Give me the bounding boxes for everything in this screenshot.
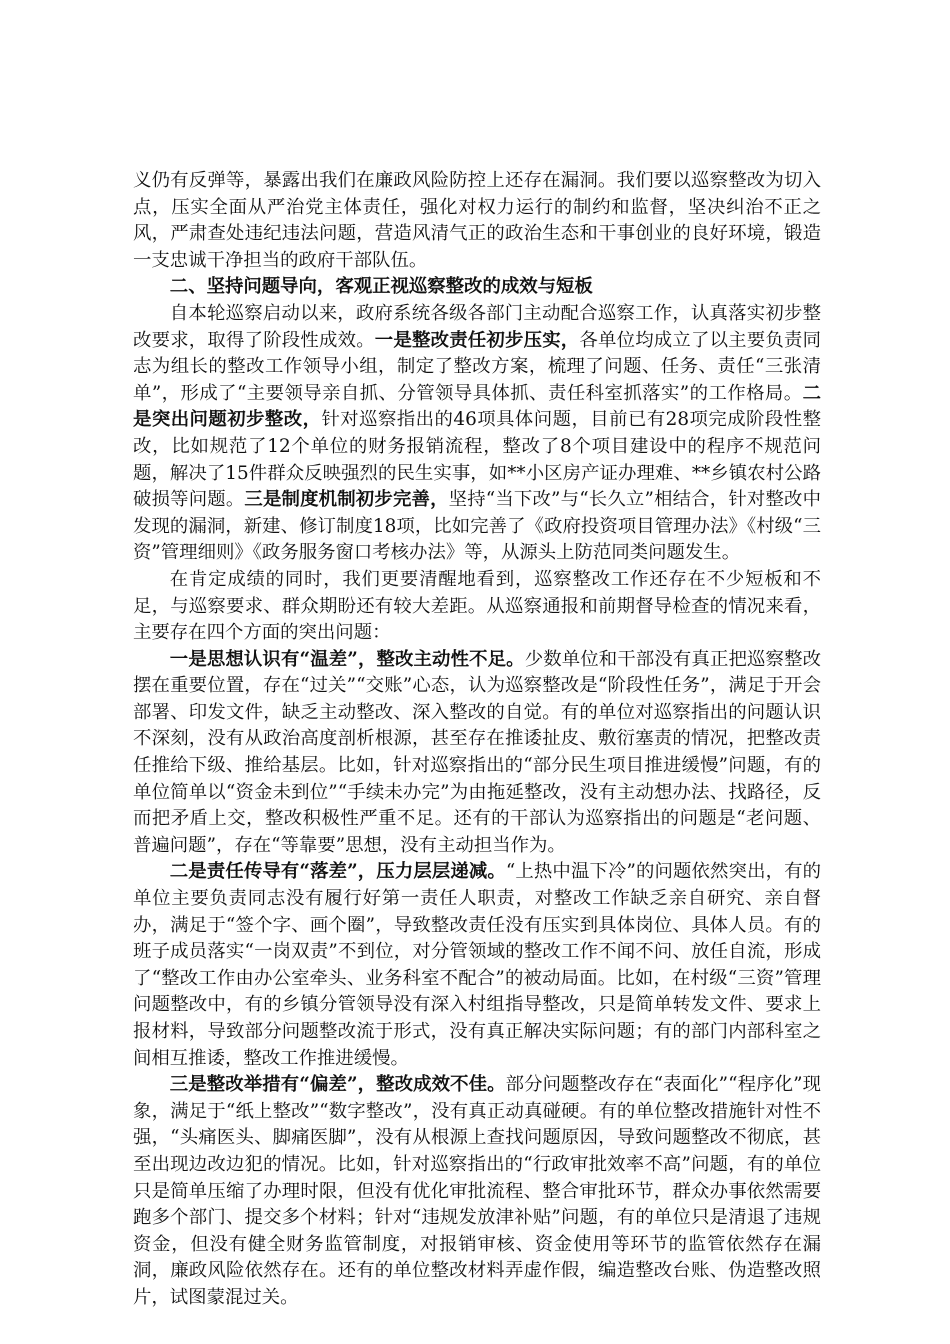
paragraph-problem-2 [133, 859, 821, 1072]
bold-lead-3: 三是制度机制初步完善， [244, 489, 449, 511]
paragraph-text: 坚持“当下改”与“长久立”相结合，针对整改中发现的漏洞，新建、修订制度18项，比如完善了《政府投资项目管理办法》《村级“三资”管理细则》《政务服务窗口考核办法》等，从源头上防范同类问题发生。 [133, 489, 821, 564]
document-body [133, 168, 821, 1312]
problem-2-title: 二是责任传导有“落差”，压力层层递减。 [169, 861, 506, 883]
section-heading-text: 二、坚持问题导向，客观正视巡察整改的成效与短板 [169, 276, 593, 298]
paragraph-problem-1 [133, 647, 821, 860]
bold-lead-2: 二是突出问题初步整改， [133, 382, 821, 431]
paragraph-text: “上热中温下冷”的问题依然突出，有的单位主要负责同志没有履行好第一责任人职责，对整改工作缺乏亲自研究、亲自督办，满足于“签个字、画个圈”，导致整改责任没有压实到具体岗位、具体人员。有的班子成员落实“一岗双责”不到位，对分管领域的整改工作不闻不问、放任自流，形成了“整改工作由办公室牵头、业务科室不配合”的被动局面。比如，在村级“三资”管理问题整改中，有的乡镇分管领导没有深入村组指导整改，只是简单转发文件、要求上报材料，导致部分问题整改流于形式，没有真正解决实际问题；有的部门内部科室之间相互推诿，整改工作推进缓慢。 [133, 861, 821, 1069]
paragraph-text: 少数单位和干部没有真正把巡察整改摆在重要位置，存在“过关”“交账”心态，认为巡察整改是“阶段性任务”，满足于开会部署、印发文件，缺乏主动整改、深入整改的自觉。有的单位对巡察指出的问题认识不深刻，没有从政治高度剖析根源，甚至存在推诿扯皮、敷衍塞责的情况，把整改责任推给下级、推给基层。比如，针对巡察指出的“部分民生项目推进缓慢”问题，有的单位简单以“资金未到位”“手续未办完”为由拖延整改，没有主动想办法、找路径，反而把矛盾上交，整改积极性严重不足。还有的干部认为巡察指出的问题是“老问题、普遍问题”，存在“等靠要”思想，没有主动担当作为。 [133, 648, 821, 856]
paragraph-text: 在肯定成绩的同时，我们更要清醒地看到，巡察整改工作还存在不少短板和不足，与巡察要求、群众期盼还有较大差距。从巡察通报和前期督导检查的情况来看，主要存在四个方面的突出问题： [133, 568, 821, 644]
paragraph-achievements [133, 301, 821, 567]
problem-1-title: 一是思想认识有“温差”，整改主动性不足。 [169, 648, 525, 670]
paragraph-text: 各单位均成立了以主要负责同志为组长的整改工作领导小组，制定了整改方案，梳理了问题、任务、责任“三张清单”，形成了“主要领导亲自抓、分管领导具体抓、责任科室抓落实”的工作格局。 [133, 329, 821, 404]
paragraph-text: 部分问题整改存在“表面化”“程序化”现象，满足于“纸上整改”“数字整改”，没有真正动真碰硬。有的单位整改措施针对性不强，“头痛医头、脚痛医脚”，没有从根源上查找问题原因，导致问题整改不彻底，甚至出现边改边犯的情况。比如，针对巡察指出的“行政审批效率不高”问题，有的单位只是简单压缩了办理时限，但没有优化审批流程、整合审批环节，群众办事依然需要跑多个部门、提交多个材料；针对“违规发放津补贴”问题，有的单位只是清退了违规资金，但没有健全财务监管制度，对报销审核、资金使用等环节的监管依然存在漏洞，廉政风险依然存在。还有的单位整改材料弄虚作假，编造整改台账、伪造整改照片，试图蒙混过关。 [133, 1074, 821, 1308]
bold-lead-1: 一是整改责任初步压实， [374, 329, 580, 351]
section-heading [133, 274, 821, 301]
paragraph-shortcomings-intro [133, 567, 821, 647]
paragraph-continuation [133, 168, 821, 274]
paragraph-problem-3 [133, 1072, 821, 1311]
problem-3-title: 三是整改举措有“偏差”，整改成效不佳。 [169, 1074, 506, 1096]
paragraph-text: 针对巡察指出的46项具体问题，目前已有28项完成阶段性整改，比如规范了12个单位的财务报销流程，整改了8个项目建设中的程序不规范问题，解决了15件群众反映强烈的民生实事，如**小区房产证办理难、**乡镇农村公路破损等问题。 [133, 409, 821, 511]
paragraph-text: 自本轮巡察启动以来，政府系统各级各部门主动配合巡察工作，认真落实初步整改要求，取得了阶段性成效。 [133, 302, 821, 351]
paragraph-text: 义仍有反弹等，暴露出我们在廉政风险防控上还存在漏洞。我们要以巡察整改为切入点，压实全面从严治党主体责任，强化对权力运行的制约和监督，坚决纠治不正之风，严肃查处违纪违法问题，营造风清气正的政治生态和干事创业的良好环境，锻造一支忠诚干净担当的政府干部队伍。 [133, 170, 821, 271]
